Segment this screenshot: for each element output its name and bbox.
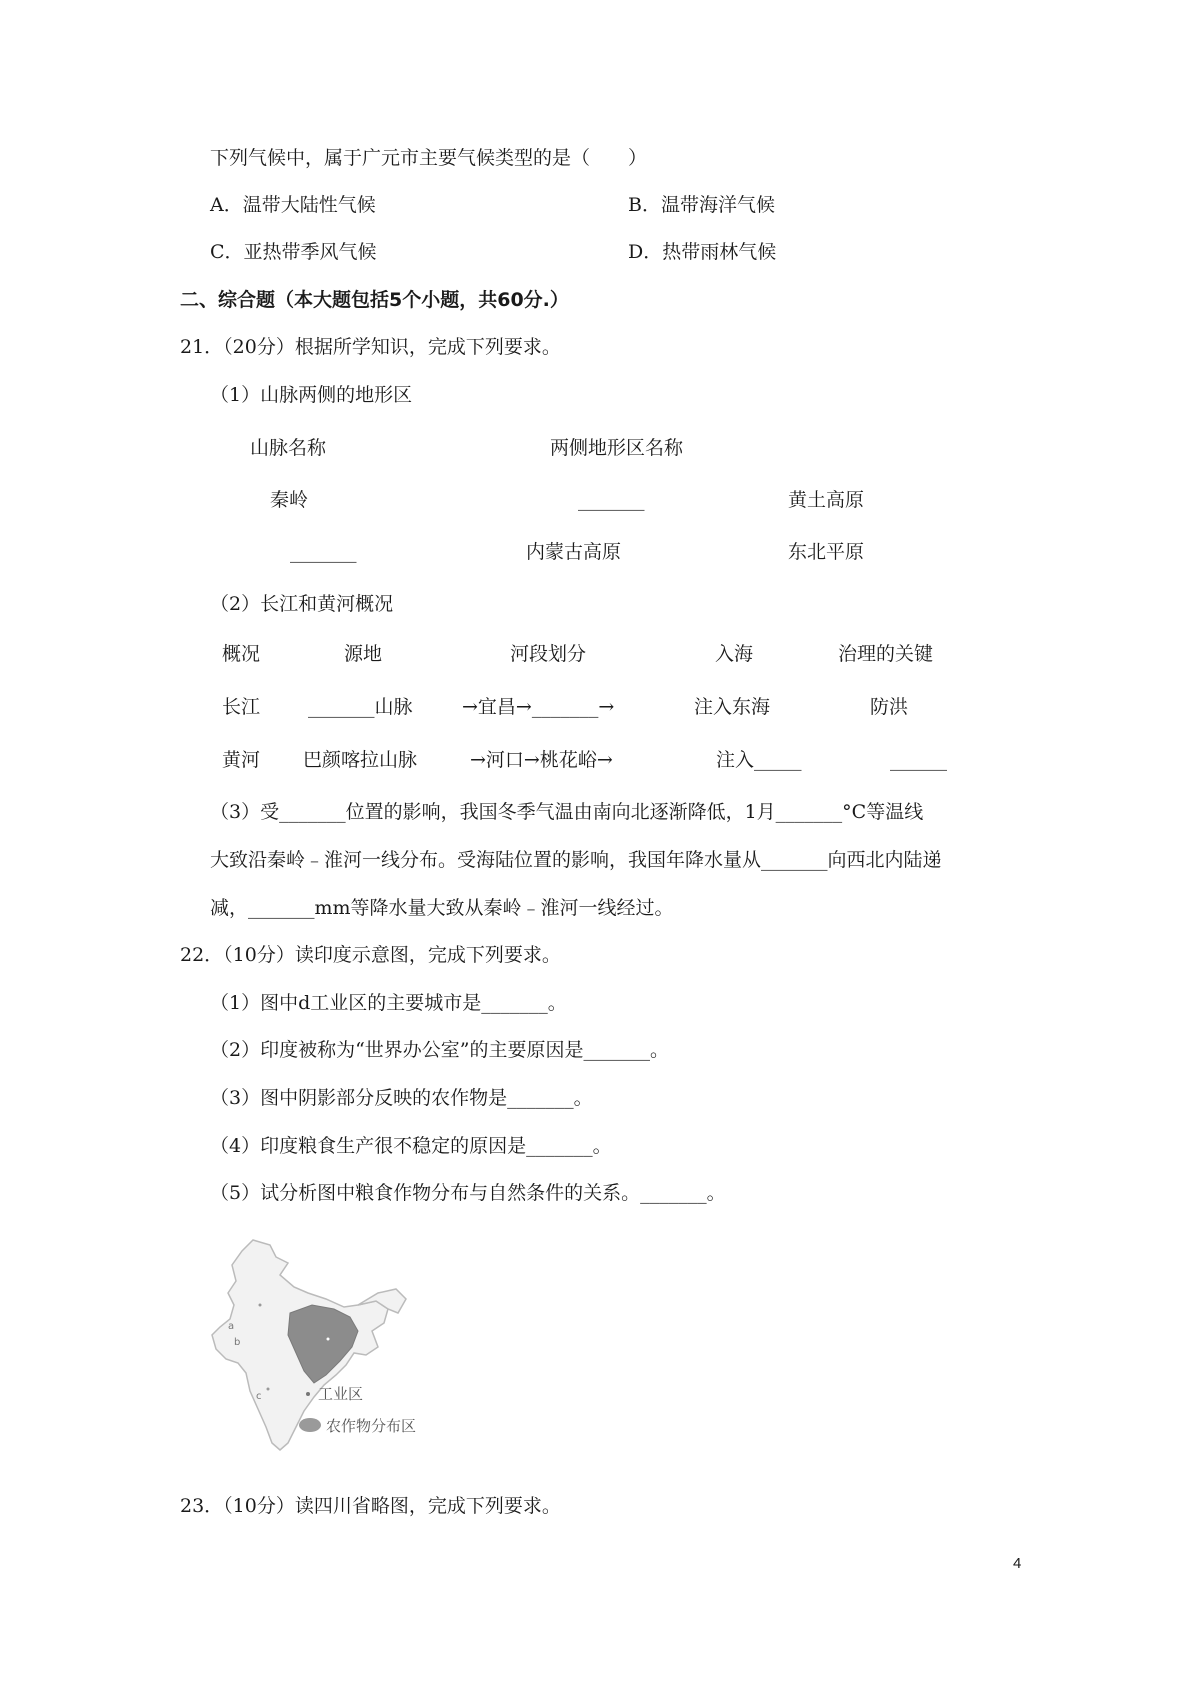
q21-part2-title: （2）长江和黄河概况 — [210, 593, 394, 615]
industrial-dot — [267, 1388, 270, 1391]
option-a: A．温带大陆性气候 — [210, 194, 376, 216]
q22-p5: （5）试分析图中粮食作物分布与自然条件的关系。_______。 — [210, 1182, 726, 1204]
q22-p3: （3）图中阴影部分反映的农作物是_______。 — [210, 1087, 593, 1109]
table2-cell: 注入_____ — [716, 749, 802, 771]
section-heading: 二、综合题（本大题包括5个小题，共60分.） — [180, 289, 569, 311]
industrial-dot — [327, 1338, 330, 1341]
table2-header: 治理的关键 — [838, 643, 934, 665]
table2-header: 入海 — [715, 643, 754, 665]
q22-title: 22．（10分）读印度示意图，完成下列要求。 — [180, 944, 561, 966]
map-label-a: a — [228, 1321, 235, 1332]
q21-title: 21．（20分）根据所学知识，完成下列要求。 — [180, 336, 561, 358]
q21-part3-line2: 大致沿秦岭﹣淮河一线分布。受海陆位置的影响，我国年降水量从_______向西北内陆递 — [210, 849, 942, 871]
legend-crop-label: 农作物分布区 — [326, 1417, 417, 1435]
table1-r1c3: 黄土高原 — [788, 489, 865, 511]
india-map-figure — [208, 1235, 498, 1470]
legend-industrial-dot — [306, 1392, 310, 1396]
table1-r2c2: 内蒙古高原 — [526, 541, 622, 563]
table2-cell: _______山脉 — [308, 696, 413, 718]
option-b: B．温带海洋气候 — [628, 194, 775, 216]
q23-title: 23．（10分）读四川省略图，完成下列要求。 — [180, 1495, 561, 1517]
table2-header: 河段划分 — [510, 643, 587, 665]
map-label-c: c — [256, 1391, 262, 1402]
table2-cell: 巴颜喀拉山脉 — [303, 749, 418, 771]
q22-p1: （1）图中d工业区的主要城市是_______。 — [210, 992, 567, 1014]
option-d: D．热带雨林气候 — [628, 241, 777, 263]
mc-question-stem: 下列气候中，属于广元市主要气候类型的是（ ） — [210, 147, 648, 169]
q21-part3-line3: 减，_______mm等降水量大致从秦岭﹣淮河一线经过。 — [210, 897, 674, 919]
table2-cell: 防洪 — [870, 696, 909, 718]
q21-part3-line1: （3）受_______位置的影响，我国冬季气温由南向北逐渐降低，1月_______°C等温线 — [210, 801, 924, 823]
table1-header-mountain: 山脉名称 — [250, 437, 327, 459]
table1-r2c1-blank: _______ — [290, 541, 357, 563]
table1-r2c3: 东北平原 — [788, 541, 865, 563]
page-number: 4 — [1013, 1555, 1022, 1572]
table2-cell: →宜昌→_______→ — [462, 696, 615, 718]
legend-industrial-label: 工业区 — [318, 1385, 364, 1403]
table2-cell: 黄河 — [222, 749, 261, 771]
option-c: C．亚热带季风气候 — [210, 241, 377, 263]
table1-header-regions: 两侧地形区名称 — [550, 437, 684, 459]
table2-cell: →河口→桃花峪→ — [470, 749, 613, 771]
q21-part1-title: （1）山脉两侧的地形区 — [210, 384, 413, 406]
table1-r1c2-blank: _______ — [578, 489, 645, 511]
table2-header: 概况 — [222, 643, 261, 665]
table2-header: 源地 — [344, 643, 383, 665]
table2-cell: 注入东海 — [694, 696, 771, 718]
legend-crop-swatch — [299, 1418, 321, 1432]
q22-p2: （2）印度被称为“世界办公室”的主要原因是_______。 — [210, 1039, 670, 1061]
table2-cell: 长江 — [222, 696, 261, 718]
table2-cell: ______ — [890, 749, 947, 771]
industrial-dot — [259, 1304, 262, 1307]
q22-p4: （4）印度粮食生产很不稳定的原因是_______。 — [210, 1135, 612, 1157]
map-label-b: b — [234, 1337, 241, 1348]
table1-r1c1: 秦岭 — [270, 489, 309, 511]
